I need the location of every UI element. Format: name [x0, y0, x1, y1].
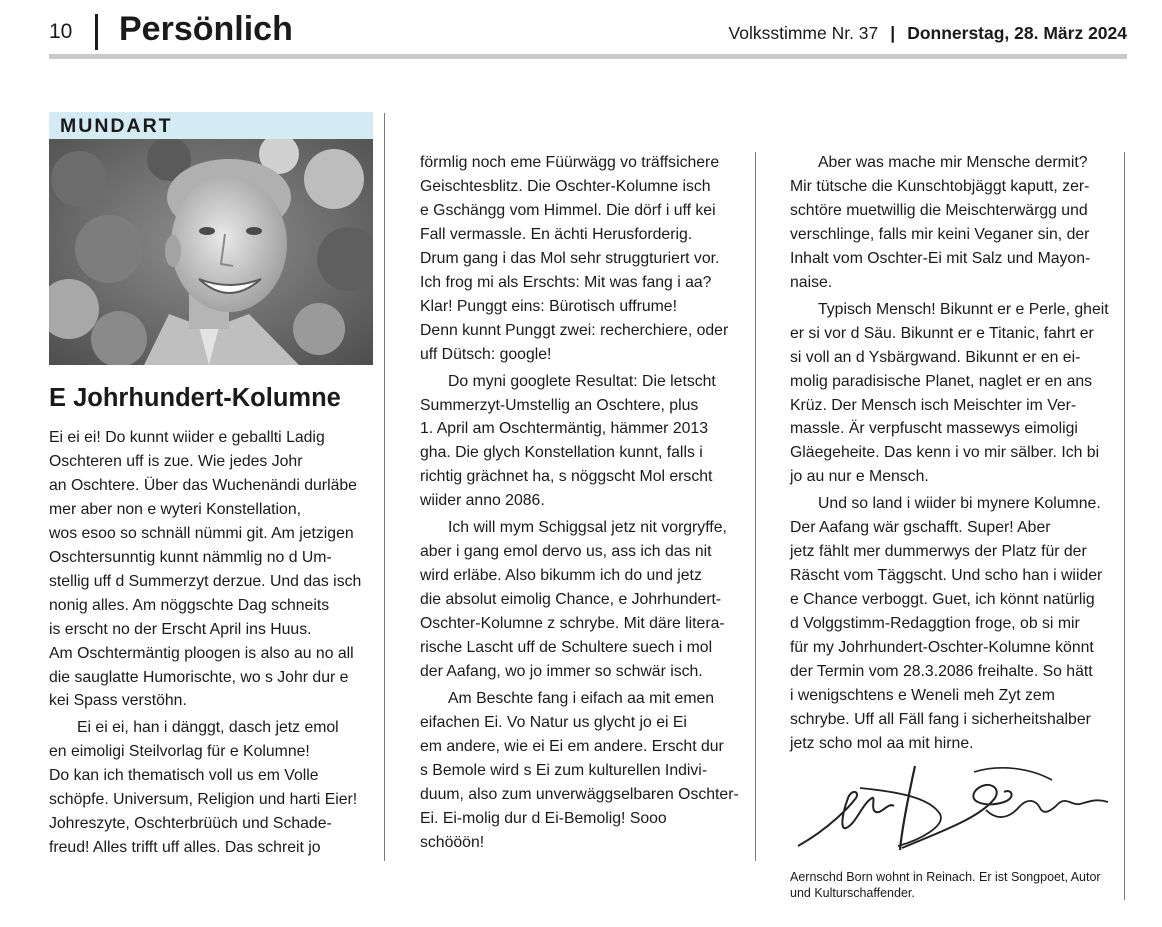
author-signature: [790, 758, 1115, 858]
column-divider: [384, 113, 385, 861]
text-line: Ich will mym Schiggsal jetz nit vorgryffe,: [448, 519, 727, 537]
text-line: e Chance verboggt. Guet, ich könnt natürlig: [790, 591, 1095, 609]
issue-date: Donnerstag, 28. März 2024: [907, 23, 1127, 43]
text-line: Fall vermassle. En ächti Herusforderig.: [420, 225, 693, 243]
text-line: für my Johrhundert-Oschter-Kolumne könnt: [790, 639, 1094, 657]
text-line: stellig uff d Summerzyt derzue. Und das isch: [49, 572, 362, 590]
text-line: schtöre muetwillig die Meischterwärgg und: [790, 201, 1088, 219]
text-line: 1. April am Oschtermäntig, hämmer 2013: [420, 420, 708, 438]
text-line: Am Beschte fang i eifach aa mit emen: [448, 689, 715, 707]
text-line: die sauglatte Humorischte, wo s Johr dur e: [49, 668, 349, 686]
text-line: Do kan ich thematisch voll us em Volle: [49, 767, 319, 785]
text-line: wiider anno 2086.: [420, 492, 545, 510]
text-line: i wenigschtens e Weneli meh Zyt zem: [790, 686, 1055, 704]
text-line: molig paradisische Planet, naglet er en ans: [790, 372, 1093, 390]
text-line: Oschteren uff is zue. Wie jedes Johr: [49, 452, 303, 470]
article-column-3: [790, 151, 1109, 756]
text-line: Oschtersunntig kunnt nämmlig no d Um-: [49, 548, 332, 566]
text-line: Oschter-Kolumne z schrybe. Mit däre litera-: [420, 615, 725, 633]
paragraph: [790, 492, 1109, 755]
text-line: förmlig noch eme Füürwägg vo träffsichere: [420, 154, 720, 171]
text-line: mer aber non e wyteri Konstellation,: [49, 500, 302, 518]
text-line: schöpfe. Universum, Religion und harti Eier!: [49, 791, 358, 809]
text-line: nonig alles. Am nöggschte Dag schneits: [49, 596, 330, 614]
text-line: Mir tütsche die Kunschtobjäggt kaputt, zer-: [790, 177, 1090, 195]
text-line: Krüz. Der Mensch isch Meischter im Ver-: [790, 396, 1077, 414]
text-line: d Volggstimm-Redaggtion froge, ob si mir: [790, 615, 1080, 633]
publication-name: Volksstimme Nr. 37: [728, 23, 879, 43]
column-divider: [1124, 152, 1125, 900]
caption-line: Aernschd Born wohnt in Reinach. Er ist Songpoet, Autor: [790, 870, 1101, 884]
header-divider: [95, 14, 98, 50]
text-line: Aber was mache mir Mensche dermit?: [818, 154, 1088, 171]
text-line: Ei ei ei! Do kunnt wiider e geballti Ladig: [49, 429, 325, 446]
page-number: 10: [49, 20, 73, 43]
paragraph: [790, 298, 1109, 490]
text-line: Denn kunnt Punggt zwei: recherchiere, oder: [420, 321, 729, 339]
text-line: e Gschängg vom Himmel. Die dörf i uff kei: [420, 201, 716, 219]
text-line: der Termin vom 28.3.2086 freihalte. So hätt: [790, 663, 1093, 681]
text-line: eifachen Ei. Vo Natur us glycht jo ei Ei: [420, 713, 687, 731]
text-line: Geischtesblitz. Die Oschter-Kolumne isch: [420, 177, 711, 195]
text-line: jo au nur e Mensch.: [790, 468, 929, 486]
caption-line: und Kulturschaffender.: [790, 886, 915, 900]
text-line: die absolut eimolig Chance, e Johrhundert-: [420, 591, 722, 609]
article-headline: E Johrhundert-Kolumne: [49, 384, 341, 412]
publication-info: [729, 23, 1128, 44]
text-line: der Aafang, wo jo immer so schwär isch.: [420, 663, 703, 681]
text-line: s Bemole wird s Ei zum kulturellen Indivi-: [420, 761, 708, 779]
text-line: naise.: [790, 273, 833, 291]
text-line: Johreszyte, Oschterbrüüch und Schade-: [49, 815, 332, 833]
text-line: Do myni googlete Resultat: Die letscht: [448, 372, 716, 390]
text-line: en eimoligi Steilvorlag für e Kolumne!: [49, 743, 310, 761]
text-line: Summerzyt-Umstellig an Oschtere, plus: [420, 396, 699, 414]
text-line: rische Lascht uff de Schultere suech i mol: [420, 639, 713, 657]
text-line: verschlinge, falls mir keini Veganer sin, der: [790, 225, 1090, 243]
text-line: kei Spass verstöhn.: [49, 692, 187, 710]
text-line: uff Dütsch: google!: [420, 345, 552, 363]
text-line: wird erläbe. Also bikumm ich do und jetz: [420, 567, 702, 585]
page-header: [49, 8, 1127, 52]
text-line: duum, also zum unverwäggselbaren Oschter-: [420, 785, 739, 803]
text-line: schrybe. Uff all Fäll fang i sicherheitshalber: [790, 710, 1091, 728]
text-line: er si vor d Säu. Bikunnt er e Titanic, fahrt er: [790, 324, 1094, 342]
paragraph: [420, 370, 739, 514]
text-line: Ei ei ei, han i dänggt, dasch jetz emol: [77, 719, 339, 737]
paragraph: [420, 151, 739, 367]
text-line: Inhalt vom Oschter-Ei mit Salz und Mayon-: [790, 249, 1091, 267]
paragraph: [49, 426, 361, 713]
column-divider: [755, 152, 756, 861]
paragraph: [790, 151, 1109, 295]
header-rule: [49, 54, 1127, 59]
publication-separator: |: [890, 23, 896, 43]
text-line: Klar! Punggt eins: Bürotisch uffrume!: [420, 297, 677, 315]
section-title: Persönlich: [119, 10, 293, 48]
paragraph: [420, 516, 739, 684]
text-line: freud! Alles trifft uff alles. Das schreit jo: [49, 839, 321, 857]
text-line: si voll an d Ysbärgwand. Bikunnt er en ei-: [790, 348, 1081, 366]
article-kicker: MUNDART: [49, 112, 373, 139]
text-line: Am Oschtermäntig ploogen is also au no all: [49, 644, 354, 662]
text-line: Ei. Ei-molig dur d Ei-Bemolig! Sooo: [420, 809, 667, 827]
text-line: richtig grächnet ha, s nöggscht Mol erscht: [420, 468, 713, 486]
text-line: an Oschtere. Über das Wuchenändi durläbe: [49, 476, 357, 494]
text-line: schööön!: [420, 833, 485, 851]
article-column-1: [49, 426, 361, 860]
text-line: aber i gang emol dervo us, ass ich das nit: [420, 543, 712, 561]
text-line: em andere, wie ei Ei em andere. Erscht dur: [420, 737, 724, 755]
author-photo: [49, 139, 373, 365]
text-line: is erscht no der Erscht April ins Huus.: [49, 620, 312, 638]
text-line: Typisch Mensch! Bikunnt er e Perle, gheit: [818, 300, 1109, 318]
text-line: Der Aafang wär gschafft. Super! Aber: [790, 519, 1051, 537]
text-line: Und so land i wiider bi mynere Kolumne.: [818, 495, 1101, 513]
text-line: wos esoo so schnäll nümmi git. Am jetzigen: [49, 524, 354, 542]
article-column-2: [420, 151, 739, 855]
paragraph: [420, 687, 739, 855]
paragraph: [49, 716, 361, 860]
text-line: Ich frog mi als Erschts: Mit was fang i aa?: [420, 273, 712, 291]
text-line: jetz fählt mer dummerwys der Platz für der: [790, 543, 1087, 561]
text-line: gha. Die glych Konstellation kunnt, falls i: [420, 444, 703, 462]
text-line: jetz scho mol aa mit hirne.: [790, 734, 974, 752]
text-line: Drum gang i das Mol sehr struggturiert vor.: [420, 249, 720, 267]
text-line: massle. Är verpfuscht massewys eimoligi: [790, 420, 1078, 438]
text-line: Räscht vom Täggscht. Und scho han i wiider: [790, 567, 1103, 585]
author-caption: [790, 869, 1101, 901]
text-line: Gläegeheite. Das kenn i vo mir sälber. Ich bi: [790, 444, 1100, 462]
